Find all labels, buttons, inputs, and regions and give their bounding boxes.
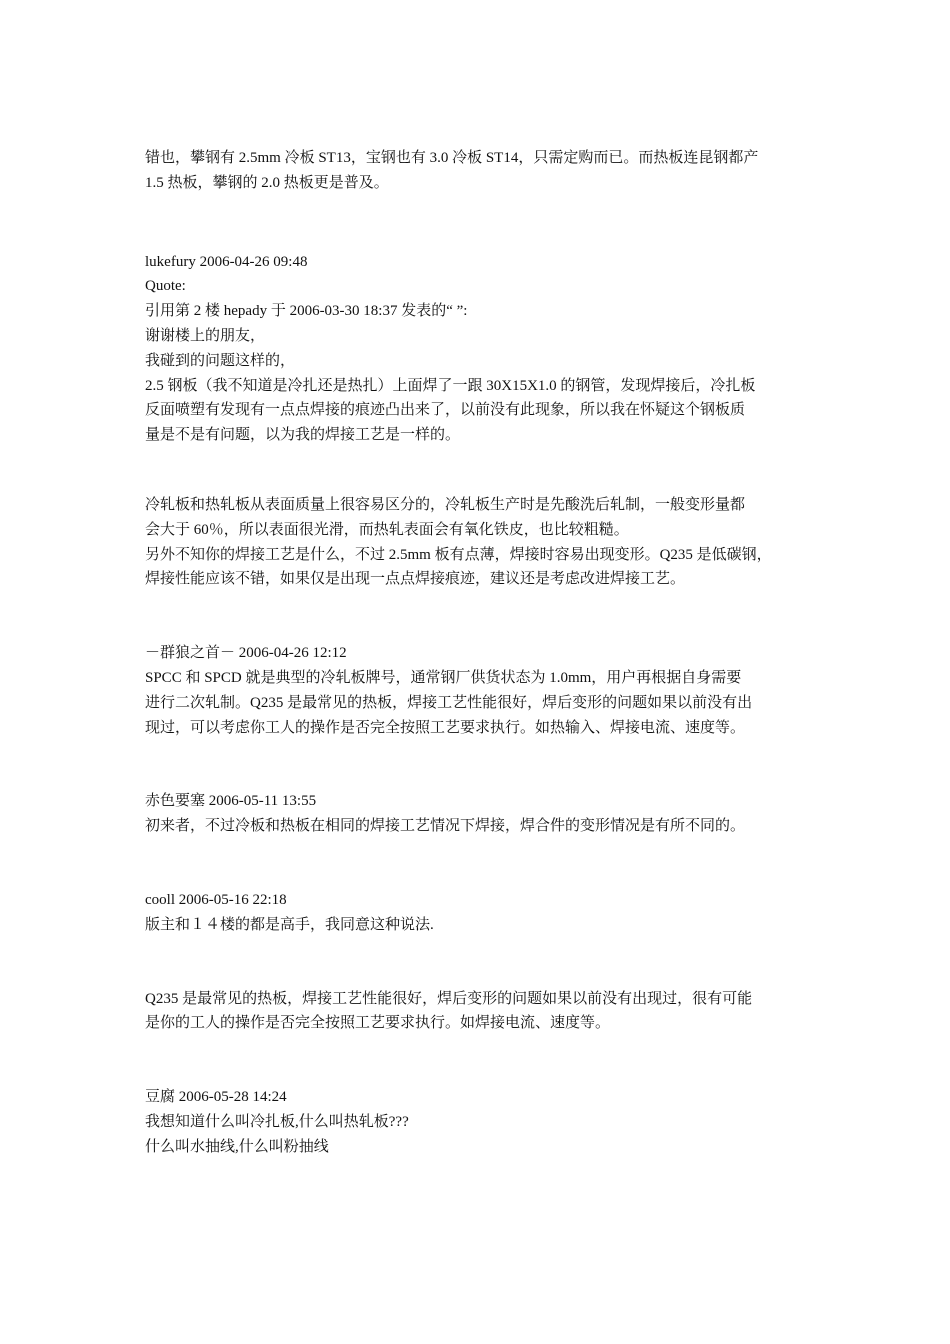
text-line: 会大于 60％，所以表面很光滑，而热轧表面会有氧化铁皮，也比较粗糙。 xyxy=(145,521,629,538)
text-line: 我想知道什么叫冷扎板,什么叫热轧板??? xyxy=(145,1113,409,1130)
text-line: 现过，可以考虑你工人的操作是否完全按照工艺要求执行。如热输入、焊接电流、速度等。 xyxy=(145,719,746,736)
quote-text-line: 谢谢楼上的朋友， xyxy=(145,327,266,344)
post-cooll xyxy=(145,888,817,938)
post-lukefury xyxy=(145,250,817,448)
text-line: 进行二次轧制。Q235 是最常见的热板，焊接工艺性能很好，焊后变形的问题如果以前没有出 xyxy=(145,694,753,711)
post-header: 赤色要塞 2006-05-11 13:55 xyxy=(145,793,317,810)
text-line: 焊接性能应该不错，如果仅是出现一点点焊接痕迹，建议还是考虑改进焊接工艺。 xyxy=(145,571,686,588)
text-line: 另外不知你的焊接工艺是什么，不过 2.5mm 板有点薄，焊接时容易出现变形。Q235 是低碳钢， xyxy=(145,546,772,563)
paragraph-q235 xyxy=(145,987,817,1037)
post-qunlang xyxy=(145,641,817,740)
text-line: Q235 是最常见的热板，焊接工艺性能很好，焊后变形的问题如果以前没有出现过，很有可能 xyxy=(145,990,753,1007)
text-line: 初来者，不过冷板和热板在相同的焊接工艺情况下焊接，焊合件的变形情况是有所不同的。 xyxy=(145,818,746,835)
document-page xyxy=(145,146,817,1160)
post-reply-body xyxy=(145,493,817,592)
quote-text-line: 量是不是有问题，以为我的焊接工艺是一样的。 xyxy=(145,427,461,444)
text-line: 错也，攀钢有 2.5mm 冷板 ST13，宝钢也有 3.0 冷板 ST14，只需定购而已。而热板连昆钢都产 xyxy=(145,150,759,166)
post-chise xyxy=(145,789,817,839)
quote-source: 引用第 2 楼 hepady 于 2006-03-30 18:37 发表的“ ”: xyxy=(145,303,468,320)
quote-text-line: 我碰到的问题这样的， xyxy=(145,352,296,369)
text-line: 是你的工人的操作是否完全按照工艺要求执行。如焊接电流、速度等。 xyxy=(145,1015,611,1032)
post-header: －群狼之首－ 2006-04-26 12:12 xyxy=(145,645,347,662)
quote-label: Quote: xyxy=(145,278,186,295)
post-header: 豆腐 2006-05-28 14:24 xyxy=(145,1089,287,1106)
text-line: 1.5 热板，攀钢的 2.0 热板更是普及。 xyxy=(145,174,389,191)
text-line: 什么叫水抽线,什么叫粉抽线 xyxy=(145,1138,329,1155)
text-line: 版主和１４楼的都是高手，我同意这种说法. xyxy=(145,916,434,933)
paragraph-intro xyxy=(145,146,817,196)
quote-text-line: 2.5 钢板（我不知道是冷扎还是热扎）上面焊了一跟 30X15X1.0 的钢管，发现焊接后，冷扎板 xyxy=(145,377,756,394)
post-doufu xyxy=(145,1085,817,1159)
post-header: lukefury 2006-04-26 09:48 xyxy=(145,253,308,270)
post-header: cooll 2006-05-16 22:18 xyxy=(145,891,287,908)
text-line: SPCC 和 SPCD 就是典型的冷轧板牌号，通常钢厂供货状态为 1.0mm，用户再根据自身需要 xyxy=(145,669,742,686)
text-line: 冷轧板和热轧板从表面质量上很容易区分的，冷轧板生产时是先酸洗后轧制，一般变形量都 xyxy=(145,496,746,513)
quote-text-line: 反面喷塑有发现有一点点焊接的痕迹凸出来了，以前没有此现象，所以我在怀疑这个钢板质 xyxy=(145,402,746,419)
